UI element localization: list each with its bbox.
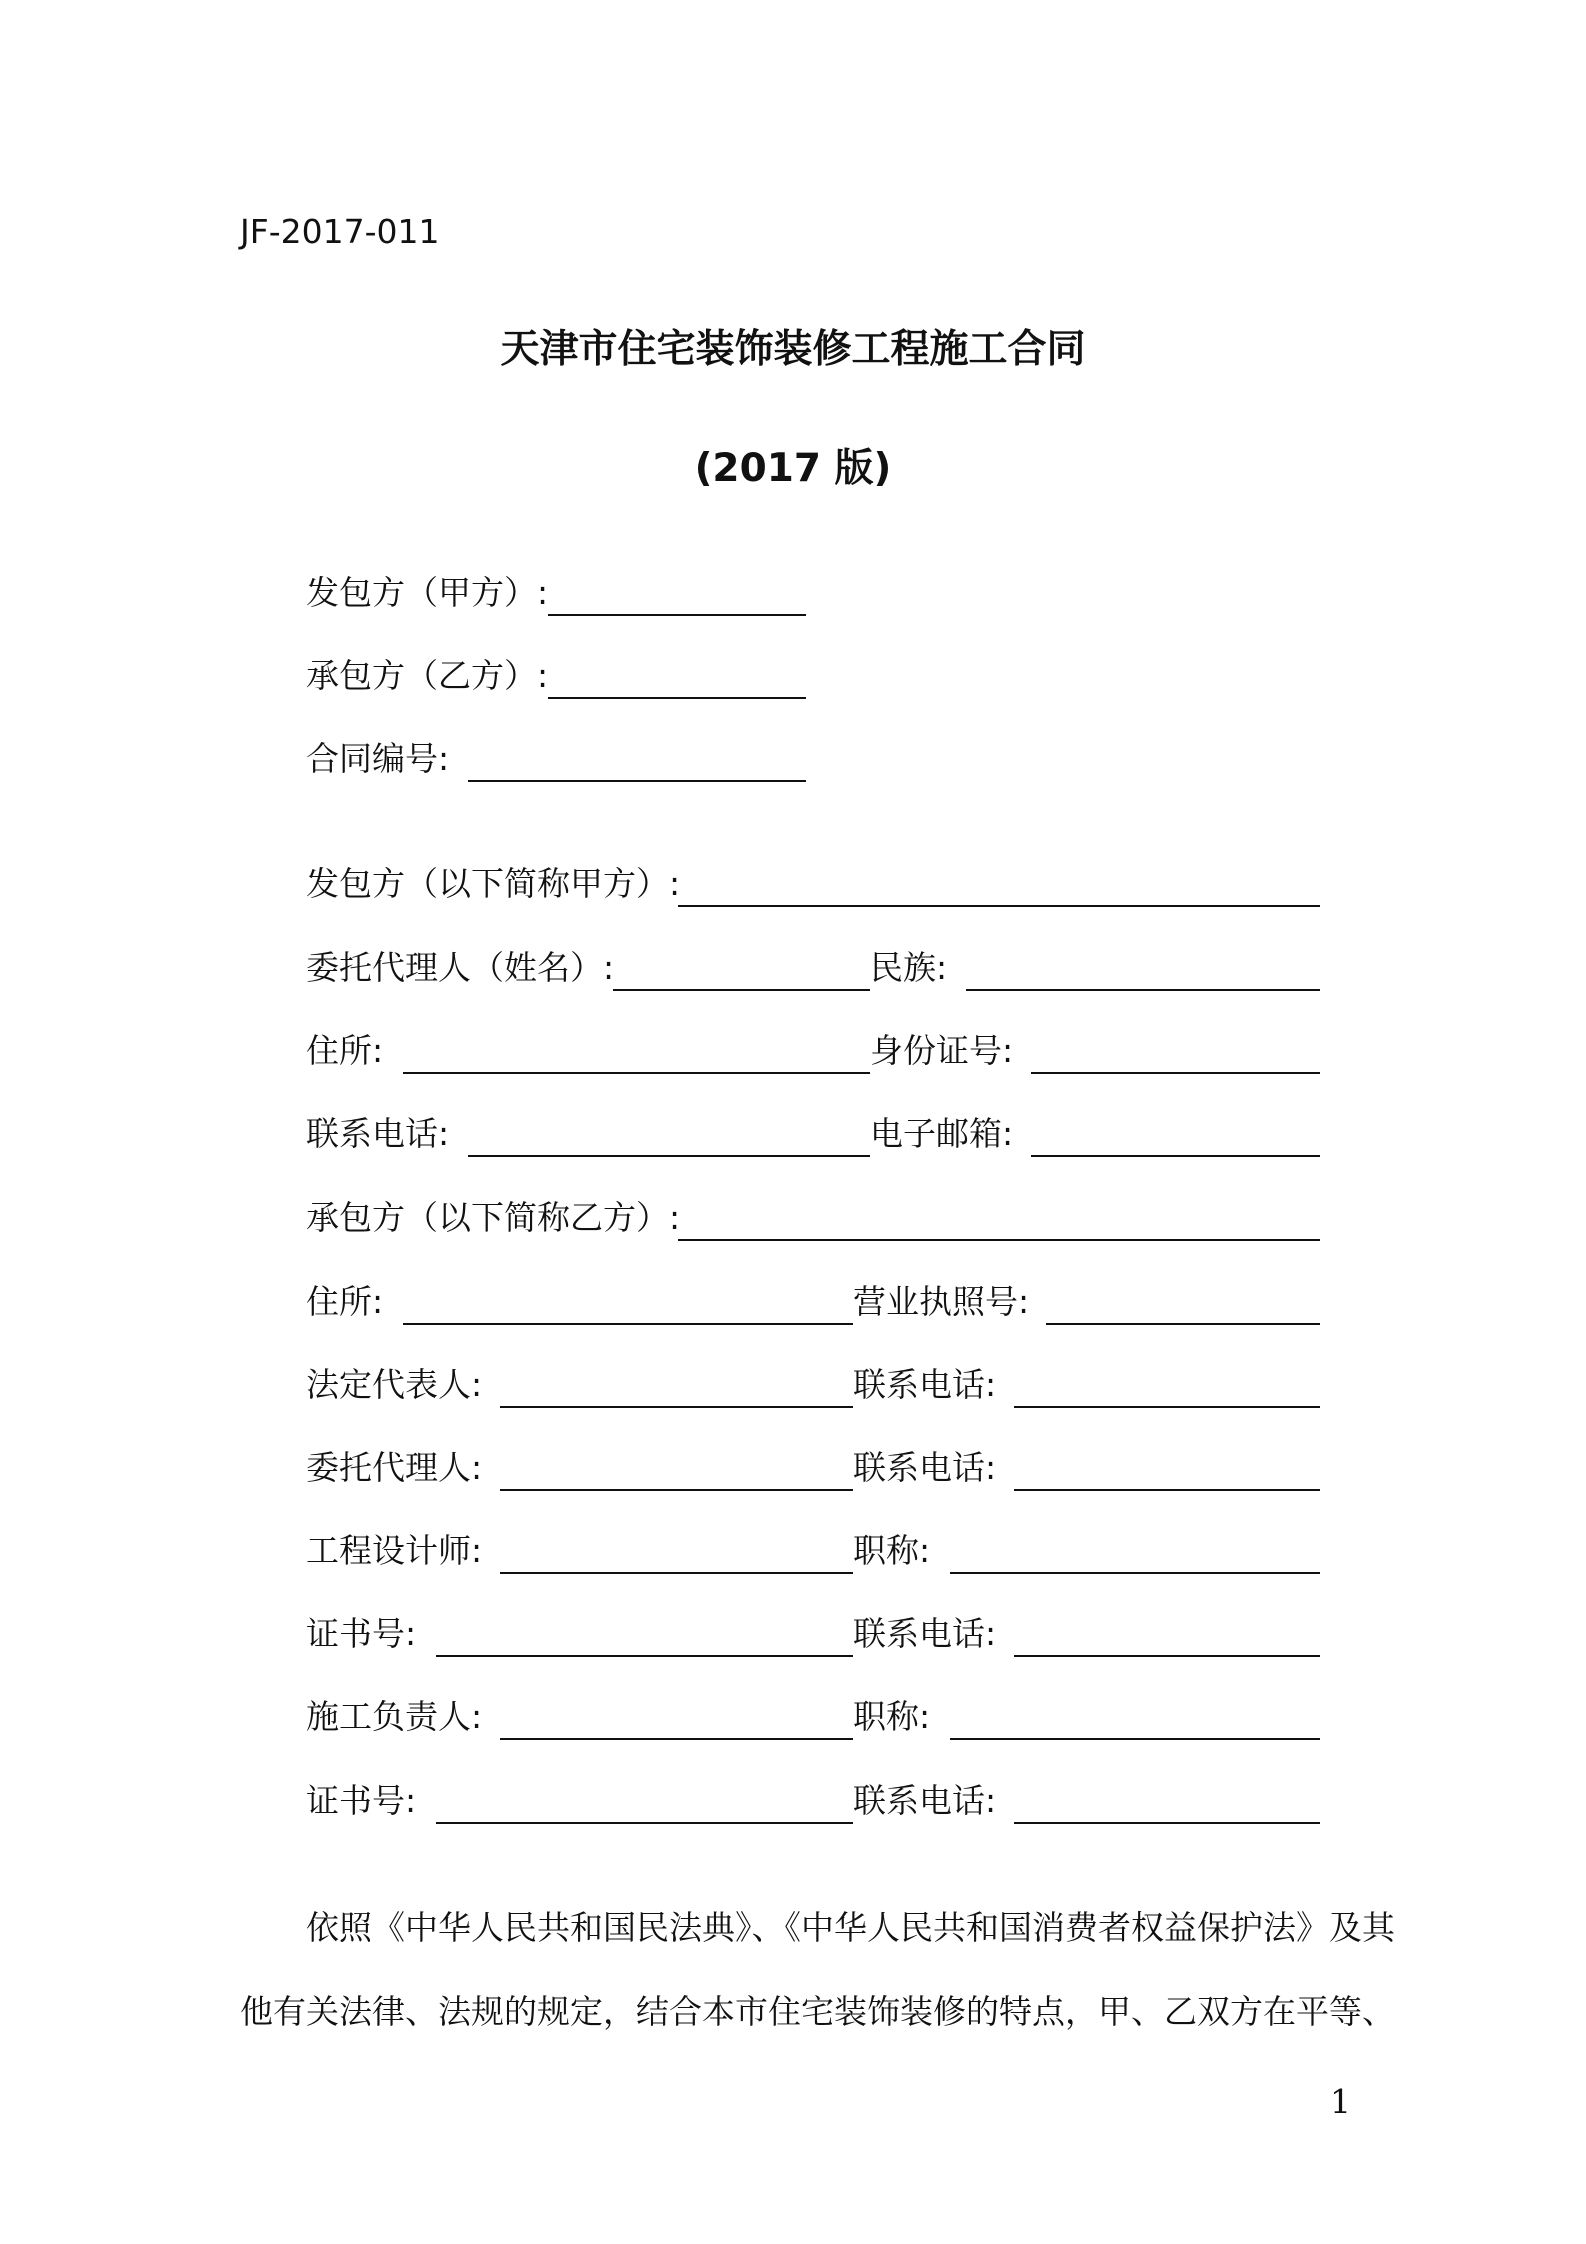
- agent-name-blank[interactable]: [613, 989, 870, 991]
- site-manager-title-label: 职称:: [853, 1697, 931, 1736]
- ethnicity-label: 民族:: [870, 948, 948, 987]
- agent-name-label: 委托代理人（姓名）:: [306, 948, 615, 987]
- manager-cert-phone-blank[interactable]: [1014, 1822, 1320, 1824]
- designer-title-blank[interactable]: [950, 1572, 1320, 1574]
- party-b-agent-phone-blank[interactable]: [1014, 1489, 1320, 1491]
- contract-version: (2017 版): [694, 446, 892, 491]
- party-a-blank[interactable]: [548, 614, 806, 616]
- ethnicity-blank[interactable]: [966, 989, 1320, 991]
- designer-cert-phone-label: 联系电话:: [853, 1614, 997, 1653]
- document-code: JF-2017-011: [240, 212, 440, 251]
- party-a-phone-label: 联系电话:: [306, 1114, 450, 1153]
- id-number-label: 身份证号:: [870, 1031, 1014, 1070]
- manager-cert-blank[interactable]: [436, 1822, 853, 1824]
- site-manager-blank[interactable]: [500, 1738, 853, 1740]
- party-b-agent-blank[interactable]: [500, 1489, 853, 1491]
- legal-rep-phone-blank[interactable]: [1014, 1406, 1320, 1408]
- site-manager-label: 施工负责人:: [306, 1697, 483, 1736]
- manager-cert-phone-label: 联系电话:: [853, 1781, 997, 1820]
- party-a-phone-blank[interactable]: [468, 1155, 870, 1157]
- email-label: 电子邮箱:: [870, 1114, 1014, 1153]
- designer-blank[interactable]: [500, 1572, 853, 1574]
- party-b-label: 承包方（乙方）:: [306, 656, 549, 695]
- party-b-full-label: 承包方（以下简称乙方）:: [306, 1198, 681, 1237]
- designer-title-label: 职称:: [853, 1531, 931, 1570]
- party-a-address-label: 住所:: [306, 1031, 384, 1070]
- designer-cert-phone-blank[interactable]: [1014, 1655, 1320, 1657]
- designer-cert-label: 证书号:: [306, 1614, 417, 1653]
- party-a-full-label: 发包方（以下简称甲方）:: [306, 864, 681, 903]
- license-number-blank[interactable]: [1046, 1323, 1320, 1325]
- party-b-address-blank[interactable]: [403, 1323, 853, 1325]
- license-number-label: 营业执照号:: [853, 1282, 1030, 1321]
- designer-label: 工程设计师:: [306, 1531, 483, 1570]
- party-a-label: 发包方（甲方）:: [306, 573, 549, 612]
- paragraph-line-2: 他有关法律、法规的规定，结合本市住宅装饰装修的特点，甲、乙双方在平等、: [240, 1992, 1395, 2031]
- party-b-agent-phone-label: 联系电话:: [853, 1448, 997, 1487]
- email-blank[interactable]: [1031, 1155, 1320, 1157]
- contract-number-label: 合同编号:: [306, 739, 450, 778]
- manager-cert-label: 证书号:: [306, 1781, 417, 1820]
- contract-title: 天津市住宅装饰装修工程施工合同: [500, 327, 1086, 372]
- contract-number-blank[interactable]: [468, 780, 806, 782]
- party-b-full-blank[interactable]: [678, 1239, 1320, 1241]
- legal-rep-label: 法定代表人:: [306, 1365, 483, 1404]
- designer-cert-blank[interactable]: [436, 1655, 853, 1657]
- party-b-agent-label: 委托代理人:: [306, 1448, 483, 1487]
- party-a-full-blank[interactable]: [678, 905, 1320, 907]
- party-b-address-label: 住所:: [306, 1282, 384, 1321]
- party-a-address-blank[interactable]: [403, 1072, 870, 1074]
- party-b-blank[interactable]: [548, 697, 806, 699]
- id-number-blank[interactable]: [1031, 1072, 1320, 1074]
- legal-rep-phone-label: 联系电话:: [853, 1365, 997, 1404]
- site-manager-title-blank[interactable]: [950, 1738, 1320, 1740]
- paragraph-line-1: 依照《中华人民共和国民法典》、《中华人民共和国消费者权益保护法》及其: [306, 1908, 1395, 1947]
- page-number: 1: [1330, 2082, 1351, 2121]
- legal-rep-blank[interactable]: [500, 1406, 853, 1408]
